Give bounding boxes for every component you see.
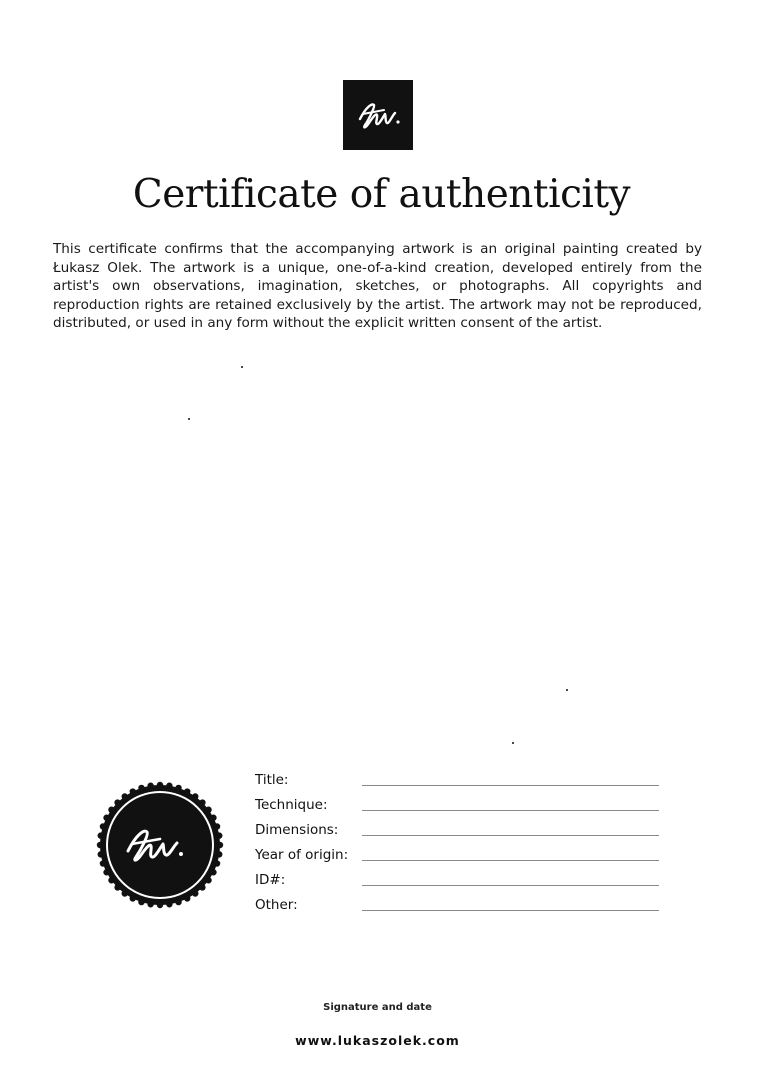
field-id bbox=[255, 868, 665, 893]
title-line[interactable] bbox=[362, 785, 659, 786]
id-line[interactable] bbox=[362, 885, 659, 886]
field-dimensions bbox=[255, 818, 665, 843]
artwork-details bbox=[255, 768, 665, 918]
signature-seal-icon bbox=[96, 781, 224, 909]
field-label: Dimensions: bbox=[255, 822, 339, 838]
field-label: Title: bbox=[255, 772, 289, 788]
field-label: ID#: bbox=[255, 872, 286, 888]
intro-paragraph: This certificate confirms that the accompanying artwork is an original painting created by Łukasz Olek. The artwork is a unique, one-of-a-kind creation, developed entirely from the artist's own observations, imagination, sketches, or photographs. All copyrights and reproduction rights are retained exclusively by the artist. The artwork may not be reproduced, distributed, or used in any form without the explicit written consent of the artist. bbox=[53, 241, 702, 331]
year-of-origin-line[interactable] bbox=[362, 860, 659, 861]
speck-1 bbox=[241, 366, 243, 368]
page-title: Certificate of authenticity bbox=[132, 172, 631, 217]
field-year-of-origin bbox=[255, 843, 665, 868]
website-link[interactable]: www.lukaszolek.com bbox=[295, 1033, 460, 1048]
speck-2 bbox=[188, 418, 190, 420]
signature-and-date-label: Signature and date bbox=[323, 1002, 432, 1013]
technique-line[interactable] bbox=[362, 810, 659, 811]
field-label: Year of origin: bbox=[255, 847, 349, 863]
field-technique bbox=[255, 793, 665, 818]
field-other bbox=[255, 893, 665, 918]
field-title bbox=[255, 768, 665, 793]
field-label: Technique: bbox=[255, 797, 328, 813]
speck-4 bbox=[512, 742, 514, 744]
dimensions-line[interactable] bbox=[362, 835, 659, 836]
other-line[interactable] bbox=[362, 910, 659, 911]
field-label: Other: bbox=[255, 897, 298, 913]
speck-3 bbox=[566, 689, 568, 691]
signature-monogram-icon bbox=[343, 80, 413, 150]
